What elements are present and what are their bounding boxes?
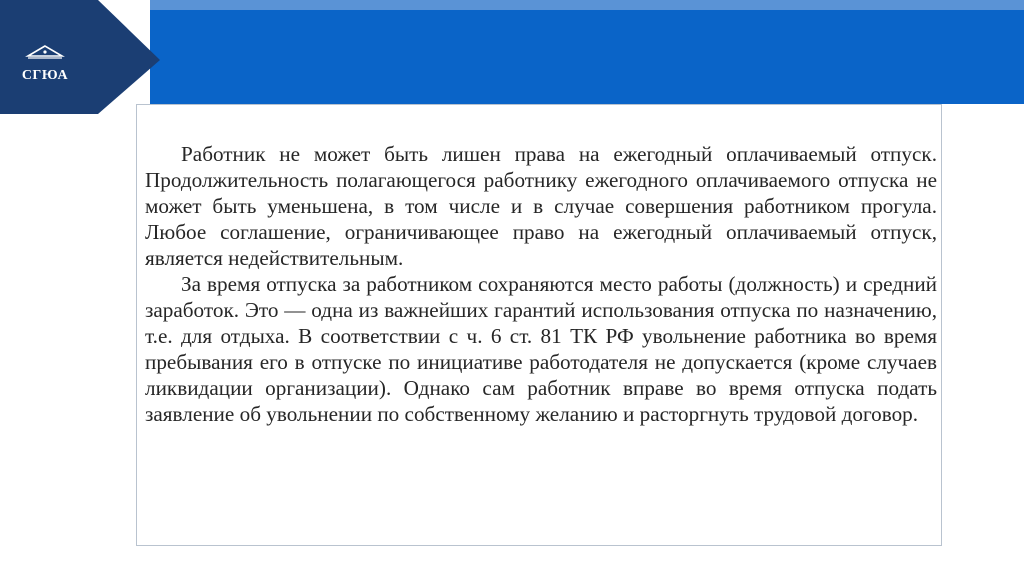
logo [14, 42, 76, 96]
text-area [145, 141, 937, 427]
paragraph-2: За время отпуска за работником сохраняются место работы (должность) и средний заработок. Это — одна из важнейших гарантий использования отпуска по назначению, т.е. для отдыха. В соответствии с ч. 6 ст. 81 ТК РФ увольнение работника во время пребывания его в отпуске по инициативе работодателя не допускается (кроме случаев ликвидации организации). Однако сам работник вправе во время отпуска подать заявление об увольнении по собственному желанию и расторгнуть трудовой договор. [145, 272, 937, 426]
logo-text: СГЮА [21, 68, 69, 83]
header-light-stripe [150, 0, 1024, 10]
header-blue-band [150, 8, 1024, 104]
content-box [136, 104, 942, 546]
paragraph-1: Работник не может быть лишен права на ежегодный оплачиваемый отпуск. Продолжительность полагающегося работнику ежегодного оплачиваемого отпуска не может быть уменьшена, в том числе и в случае совершения работником прогула. Любое соглашение, ограничивающее право на ежегодный оплачиваемый отпуск, является недействительным. [145, 142, 937, 270]
